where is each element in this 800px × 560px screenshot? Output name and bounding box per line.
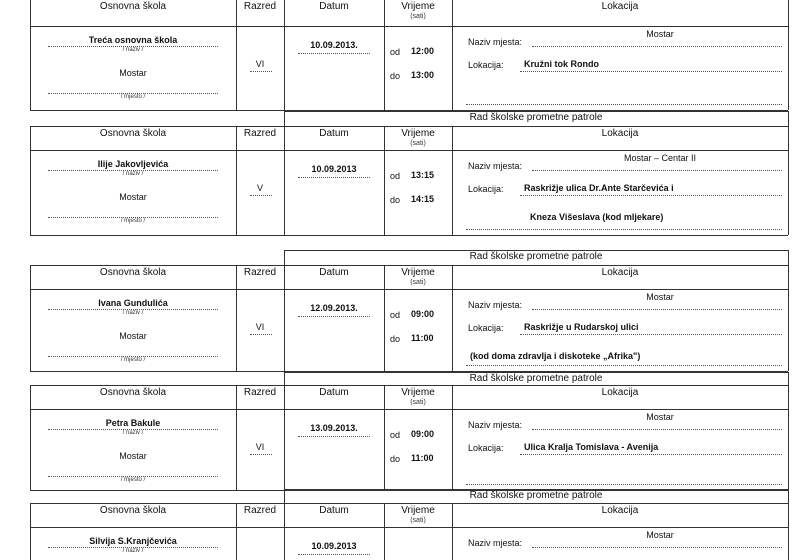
- time-to-label: do: [390, 454, 401, 464]
- mjesto-caption: / mjesto /: [120, 357, 146, 363]
- school-town: Mostar: [119, 68, 147, 78]
- table-border: [284, 126, 285, 235]
- header-lokacija: Lokacija: [601, 387, 639, 398]
- date-value: 13.09.2013.: [310, 423, 358, 433]
- location-value: Kružni tok Rondo: [524, 59, 599, 69]
- dotted-underline: [298, 554, 370, 555]
- table-border: [30, 235, 788, 236]
- patrol-banner: Rad školske prometne patrole: [469, 251, 603, 262]
- time-from: 09:00: [411, 429, 435, 439]
- location-value: Raskrižje u Rudarskoj ulici: [524, 322, 639, 332]
- dotted-underline: [520, 454, 782, 455]
- grade-value: V: [256, 183, 263, 193]
- dotted-underline: [532, 46, 782, 47]
- table-border: [30, 385, 788, 386]
- table-border: [30, 265, 788, 266]
- location-value-2: Kneza Višeslava (kod mljekare): [530, 212, 664, 222]
- header-datum: Datum: [319, 128, 349, 139]
- table-border: [30, 289, 788, 290]
- grade-value: VI: [255, 442, 265, 452]
- header-lokacija: Lokacija: [601, 505, 639, 516]
- dotted-underline: [466, 104, 782, 105]
- time-to-label: do: [390, 195, 401, 205]
- school-town: Mostar: [119, 451, 147, 461]
- place-value: Mostar: [646, 412, 674, 422]
- place-value: Mostar: [646, 530, 674, 540]
- header-sati: (sati): [410, 13, 426, 20]
- header-vrijeme: Vrijeme: [401, 128, 435, 139]
- table-border: [788, 265, 789, 371]
- mjesto-caption: / mjesto /: [120, 218, 146, 224]
- school-name: Treća osnovna škola: [88, 35, 178, 45]
- header-razred: Razred: [243, 267, 277, 278]
- time-from-label: od: [390, 171, 401, 181]
- school-name: Petra Bakule: [105, 418, 161, 428]
- school-name: Silvija S.Kranjčevića: [89, 536, 177, 546]
- time-to-label: do: [390, 334, 401, 344]
- header-vrijeme: Vrijeme: [401, 267, 435, 278]
- header-osnovna-skola: Osnovna škola: [99, 128, 167, 139]
- date-value: 12.09.2013.: [310, 303, 358, 313]
- dotted-underline: [298, 177, 370, 178]
- location-value: Ulica Kralja Tomislava - Avenija: [524, 442, 659, 452]
- school-town: Mostar: [119, 331, 147, 341]
- dotted-underline: [250, 71, 272, 72]
- patrol-banner: Rad školske prometne patrole: [469, 112, 603, 123]
- header-razred: Razred: [243, 1, 277, 12]
- time-to: 11:00: [411, 333, 434, 343]
- time-to: 14:15: [411, 194, 435, 204]
- time-from: 12:00: [411, 46, 435, 56]
- dotted-underline: [298, 316, 370, 317]
- time-to-label: do: [390, 71, 401, 81]
- time-to: 13:00: [411, 70, 435, 80]
- header-lokacija: Lokacija: [601, 1, 639, 12]
- dotted-underline: [250, 334, 272, 335]
- table-border: [30, 26, 788, 27]
- school-name: Ilije Jakovljevića: [97, 159, 169, 169]
- date-value: 10.09.2013: [311, 164, 357, 174]
- header-osnovna-skola: Osnovna škola: [99, 387, 167, 398]
- table-border: [236, 265, 237, 371]
- banner-border: [788, 111, 789, 126]
- patrol-banner: Rad školske prometne patrole: [469, 373, 603, 384]
- location-value: Raskrižje ulica Dr.Ante Starčevića i: [524, 183, 674, 193]
- table-border: [788, 503, 789, 560]
- header-sati: (sati): [410, 399, 426, 406]
- header-datum: Datum: [319, 267, 349, 278]
- header-osnovna-skola: Osnovna škola: [99, 267, 167, 278]
- header-osnovna-skola: Osnovna škola: [99, 1, 167, 12]
- location-value-2: (kod doma zdravlja i diskoteke „Afrika"): [470, 351, 641, 361]
- header-sati: (sati): [410, 279, 426, 286]
- header-lokacija: Lokacija: [601, 267, 639, 278]
- table-border: [30, 527, 788, 528]
- naziv-mjesta-label: Naziv mjesta:: [468, 37, 523, 47]
- table-border: [284, 0, 285, 110]
- naziv-mjesta-label: Naziv mjesta:: [468, 300, 523, 310]
- time-to: 11:00: [411, 453, 434, 463]
- naziv-caption: / naziv /: [122, 171, 144, 177]
- table-border: [284, 385, 285, 490]
- naziv-mjesta-label: Naziv mjesta:: [468, 161, 523, 171]
- table-border: [452, 265, 453, 371]
- school-town: Mostar: [119, 192, 147, 202]
- banner-border: [788, 489, 789, 503]
- table-border: [236, 385, 237, 490]
- date-value: 10.09.2013.: [310, 40, 358, 50]
- grade-value: VI: [255, 59, 265, 69]
- header-datum: Datum: [319, 505, 349, 516]
- header-razred: Razred: [243, 505, 277, 516]
- naziv-mjesta-label: Naziv mjesta:: [468, 538, 523, 548]
- naziv-caption: / naziv /: [122, 310, 144, 316]
- banner-border: [788, 250, 789, 265]
- dotted-underline: [532, 170, 782, 171]
- dotted-underline: [298, 436, 370, 437]
- lokacija-label: Lokacija:: [468, 60, 504, 70]
- header-vrijeme: Vrijeme: [401, 387, 435, 398]
- header-sati: (sati): [410, 140, 426, 147]
- school-name: Ivana Gundulića: [98, 298, 168, 308]
- naziv-caption: / naziv /: [122, 430, 144, 436]
- table-border: [30, 409, 788, 410]
- place-value: Mostar: [646, 29, 674, 39]
- dotted-underline: [532, 309, 782, 310]
- dotted-underline: [466, 484, 782, 485]
- banner-border: [788, 372, 789, 385]
- time-from-label: od: [390, 47, 401, 57]
- header-vrijeme: Vrijeme: [401, 1, 435, 12]
- time-from-label: od: [390, 310, 401, 320]
- patrol-banner: Rad školske prometne patrole: [469, 490, 603, 501]
- header-datum: Datum: [319, 1, 349, 12]
- lokacija-label: Lokacija:: [468, 443, 504, 453]
- table-border: [452, 0, 453, 110]
- place-value: Mostar – Centar II: [623, 153, 697, 163]
- dotted-underline: [532, 547, 782, 548]
- dotted-underline: [250, 454, 272, 455]
- table-border: [788, 385, 789, 490]
- table-border: [452, 126, 453, 235]
- table-border: [30, 265, 31, 371]
- dotted-underline: [520, 195, 782, 196]
- naziv-mjesta-label: Naziv mjesta:: [468, 420, 523, 430]
- dotted-underline: [250, 195, 272, 196]
- dotted-underline: [520, 71, 782, 72]
- table-border: [236, 0, 237, 110]
- dotted-underline: [466, 229, 782, 230]
- dotted-underline: [298, 53, 370, 54]
- table-border: [284, 265, 285, 371]
- mjesto-caption: / mjesto /: [120, 477, 146, 483]
- header-razred: Razred: [243, 128, 277, 139]
- table-border: [30, 150, 788, 151]
- dotted-underline: [532, 429, 782, 430]
- header-datum: Datum: [319, 387, 349, 398]
- dotted-underline: [466, 365, 782, 366]
- header-lokacija: Lokacija: [601, 128, 639, 139]
- header-razred: Razred: [243, 387, 277, 398]
- grade-value: VI: [255, 322, 265, 332]
- table-border: [788, 0, 789, 110]
- table-border: [30, 503, 788, 504]
- naziv-caption: / naziv /: [122, 47, 144, 53]
- place-value: Mostar: [646, 292, 674, 302]
- header-sati: (sati): [410, 517, 426, 524]
- mjesto-caption: / mjesto /: [120, 94, 146, 100]
- table-border: [30, 385, 31, 490]
- table-border: [236, 126, 237, 235]
- lokacija-label: Lokacija:: [468, 323, 504, 333]
- header-osnovna-skola: Osnovna škola: [99, 505, 167, 516]
- dotted-underline: [520, 334, 782, 335]
- table-border: [30, 126, 788, 127]
- lokacija-label: Lokacija:: [468, 184, 504, 194]
- naziv-caption: / naziv /: [122, 548, 144, 554]
- time-from: 13:15: [411, 170, 435, 180]
- date-value: 10.09.2013: [311, 541, 357, 551]
- table-border: [788, 126, 789, 235]
- time-from-label: od: [390, 430, 401, 440]
- time-from: 09:00: [411, 309, 435, 319]
- header-vrijeme: Vrijeme: [401, 505, 435, 516]
- table-border: [452, 385, 453, 490]
